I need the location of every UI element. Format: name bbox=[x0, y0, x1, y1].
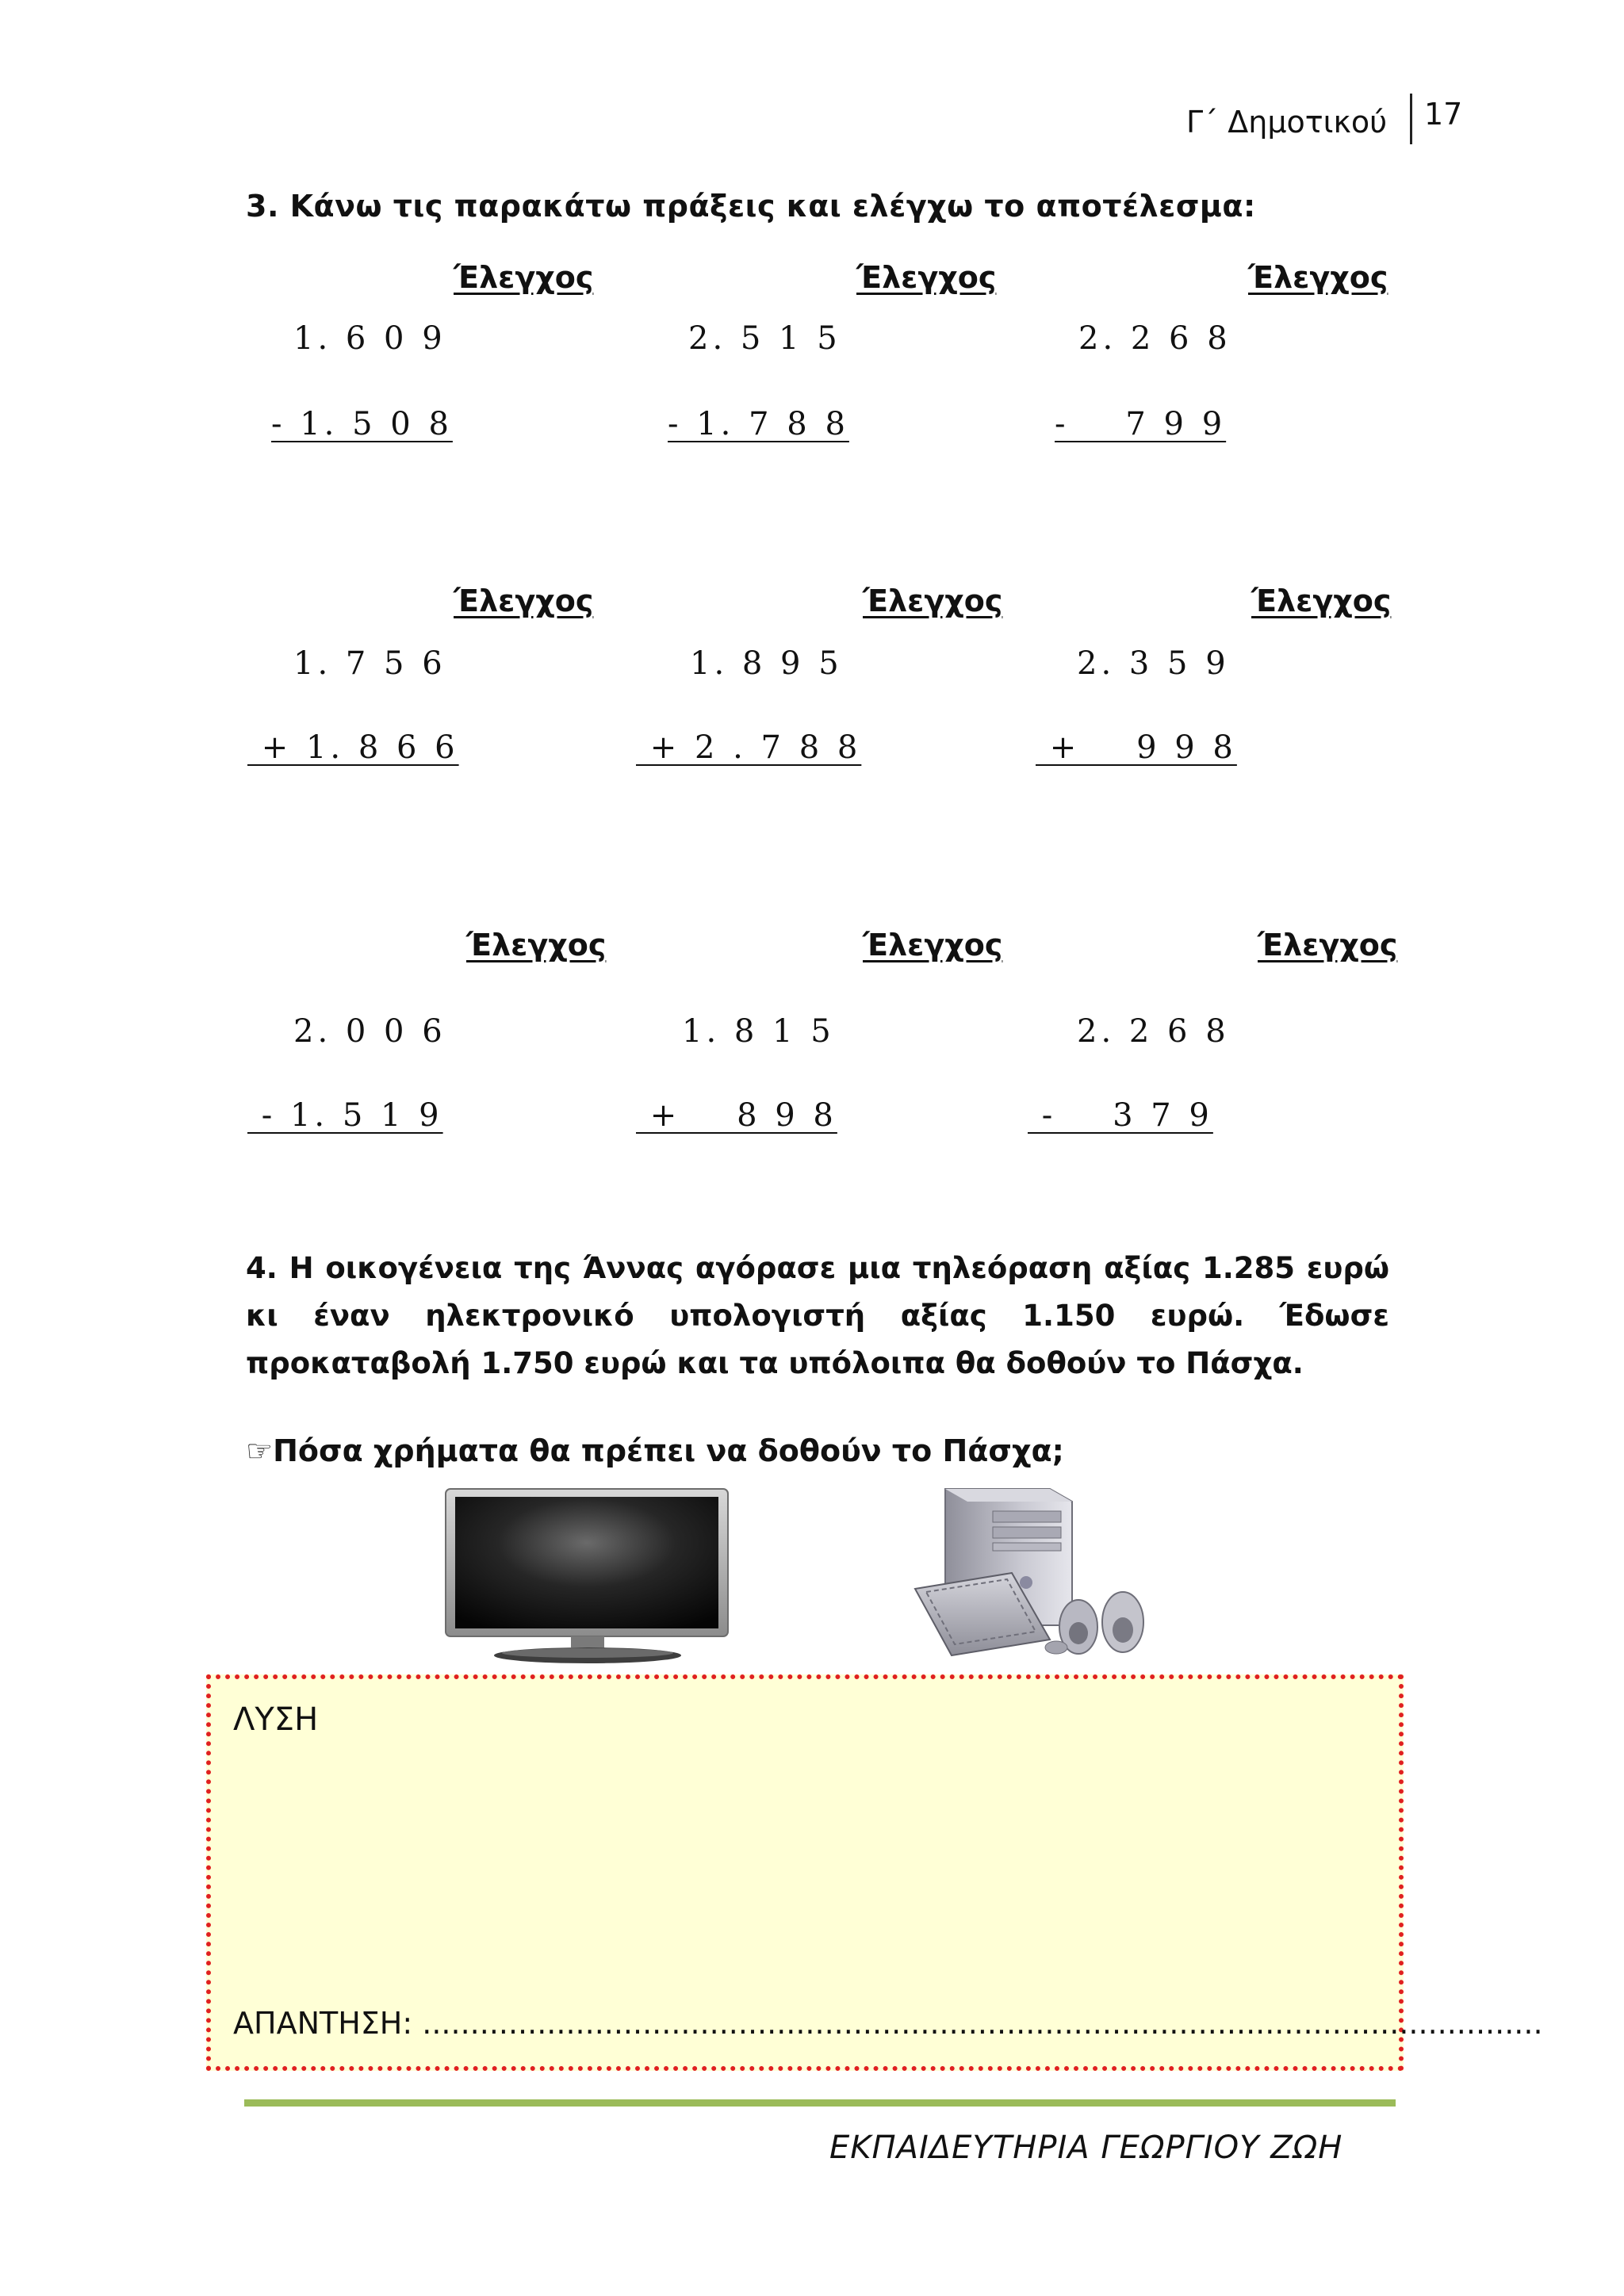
header-divider bbox=[1410, 94, 1412, 144]
check-label: Έλεγχος bbox=[1248, 260, 1388, 295]
solution-label: ΛΥΣΗ bbox=[233, 1701, 319, 1738]
operation-bottom-number: - 1. 5 1 9 bbox=[247, 1097, 443, 1134]
operation-bottom-number: - 1. 5 0 8 bbox=[271, 406, 453, 442]
computer-image bbox=[910, 1484, 1156, 1657]
check-label: Έλεγχος bbox=[856, 260, 997, 295]
operation-bottom-number: - 1. 7 8 8 bbox=[668, 406, 849, 442]
operation-top-number: 2. 0 0 6 bbox=[293, 1013, 446, 1050]
television-image bbox=[444, 1487, 731, 1667]
operation-top-number: 1. 8 1 5 bbox=[682, 1013, 835, 1050]
check-label: Έλεγχος bbox=[863, 928, 1003, 962]
check-label: Έλεγχος bbox=[1251, 584, 1392, 618]
exercise-4-text: 4. Η οικογένεια της Άννας αγόρασε μια τηλεόραση αξίας 1.285 ευρώ κι έναν ηλεκτρονικό υπολογιστή αξίας 1.150 ευρώ. Έδωσε προκαταβολή 1.750 ευρώ και τα υπόλοιπα θα δοθούν το Πάσχα. bbox=[246, 1251, 1389, 1380]
operation-top-number: 1. 7 5 6 bbox=[293, 645, 446, 682]
operation-bottom-number: + 2 . 7 8 8 bbox=[636, 729, 862, 766]
footer-author: ΕΚΠΑΙΔΕΥΤΗΡΙΑ ΓΕΩΡΓΙΟΥ ΖΩΗ bbox=[829, 2130, 1343, 2166]
operation-bottom-number: - 7 9 9 bbox=[1055, 406, 1227, 442]
exercise-3-heading: 3. Κάνω τις παρακάτω πράξεις και ελέγχω το αποτέλεσμα: bbox=[246, 189, 1256, 224]
operation-top-number: 1. 8 9 5 bbox=[690, 645, 843, 682]
check-label: Έλεγχος bbox=[1258, 928, 1398, 962]
check-label: Έλεγχος bbox=[863, 584, 1003, 618]
check-label: Έλεγχος bbox=[454, 260, 594, 295]
operation-top-number: 2. 2 6 8 bbox=[1077, 1013, 1230, 1050]
operation-bottom-number: - 3 7 9 bbox=[1028, 1097, 1213, 1134]
operation-bottom-number: + 8 9 8 bbox=[636, 1097, 837, 1134]
operation-bottom-number: + 1. 8 6 6 bbox=[247, 729, 459, 766]
exercise-4-question: Πόσα χρήματα θα πρέπει να δοθούν το Πάσχα; bbox=[273, 1433, 1064, 1468]
operation-bottom-number: + 9 9 8 bbox=[1036, 729, 1237, 766]
operation-top-number: 2. 2 6 8 bbox=[1078, 320, 1231, 357]
operation-top-number: 2. 3 5 9 bbox=[1077, 645, 1230, 682]
answer-line bbox=[233, 2006, 1543, 2041]
exercise-4-question-line bbox=[246, 1433, 1064, 1468]
answer-dots: ..................................................................................................................... bbox=[422, 2006, 1543, 2041]
check-label: Έλεγχος bbox=[454, 584, 594, 618]
solution-box bbox=[206, 1674, 1543, 2071]
page-number: 17 bbox=[1424, 97, 1463, 132]
grade-label: Γ΄ Δημοτικού bbox=[1186, 105, 1388, 140]
operation-top-number: 1. 6 0 9 bbox=[293, 320, 446, 357]
pointing-hand-icon: ☞ bbox=[246, 1433, 274, 1468]
answer-label: ΑΠΑΝΤΗΣΗ: bbox=[233, 2006, 413, 2041]
operation-top-number: 2. 5 1 5 bbox=[688, 320, 841, 357]
footer-rule bbox=[244, 2099, 1396, 2107]
check-label: Έλεγχος bbox=[466, 928, 607, 962]
